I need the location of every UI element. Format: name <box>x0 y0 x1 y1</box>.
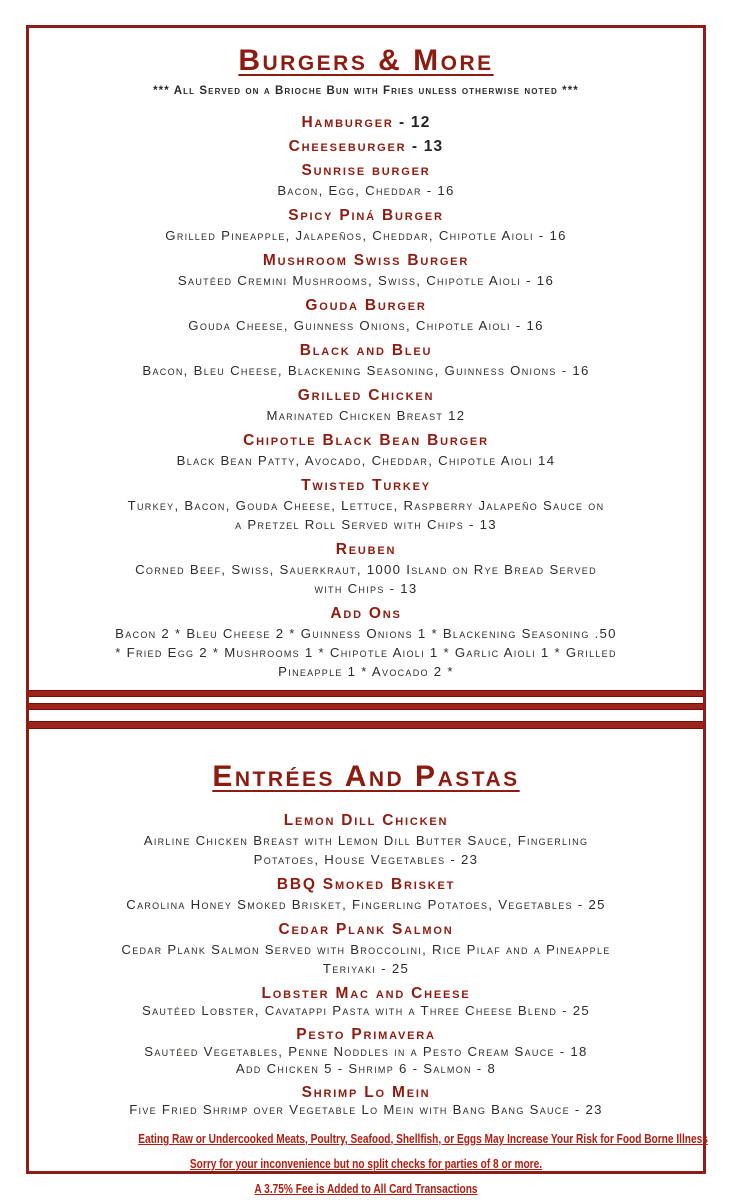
divider-bar <box>29 690 703 697</box>
item-name: Lemon Dill Chicken <box>283 812 449 829</box>
item-desc-line: Potatoes, House Vegetables - 23 <box>253 852 479 867</box>
item-desc-line: Sautéed Cremini Mushrooms, Swiss, Chipotle Aioli - 16 <box>177 272 555 288</box>
item-name: Twisted Turkey <box>301 476 431 494</box>
menu-item-chipotle-black-bean-burger <box>74 432 658 470</box>
section-entrees <box>29 729 708 1196</box>
item-desc-line: Corned Beef, Swiss, Sauerkraut, 1000 Island on Rye Bread Served <box>135 561 597 577</box>
disclaimer-line-card-fee: A 3.75% Fee is Added to All Card Transactions <box>254 1181 478 1196</box>
item-desc-line: * Fried Egg 2 * Mushrooms 1 * Chipotle Aioli 1 * Garlic Aioli 1 * Grilled <box>115 644 617 660</box>
item-desc-line: Marinated Chicken Breast 12 <box>266 407 466 423</box>
divider-bar <box>29 703 703 710</box>
item-desc-line: Grilled Pineapple, Jalapeños, Cheddar, Chipotle Aioli - 16 <box>165 227 567 243</box>
menu-item-cedar-plank-salmon <box>74 921 658 978</box>
item-desc-line: Sautéed Lobster, Cavatappi Pasta with a Three Cheese Blend - 25 <box>141 1003 591 1018</box>
menu-item-hamburger <box>74 114 658 131</box>
item-name: Cedar Plank Salmon <box>278 921 454 938</box>
section-title-entrees: Entrées And Pastas <box>212 759 520 793</box>
item-desc-line: Sautéed Vegetables, Penne Noddles in a Pesto Cream Sauce - 18 <box>144 1043 588 1059</box>
item-desc-line: Cedar Plank Salmon Served with Broccolini, Rice Pilaf and a Pineapple <box>121 942 611 957</box>
section-note: *** All Served on a Brioche Bun with Fries unless otherwise noted *** <box>153 84 579 97</box>
item-name: Spicy Piná Burger <box>288 206 444 224</box>
item-desc-line: Five Fried Shrimp over Vegetable Lo Mein with Bang Bang Sauce - 23 <box>129 1101 603 1117</box>
disclaimer-line-food-borne: Eating Raw or Undercooked Meats, Poultry, Seafood, Shellfish, or Eggs May Increase Your Risk for Food Borne Illness <box>138 1131 708 1146</box>
item-desc-line: Carolina Honey Smoked Brisket, Fingerling Potatoes, Vegetables - 25 <box>126 897 606 912</box>
item-desc-line: Add Chicken 5 - Shrimp 6 - Salmon - 8 <box>235 1061 497 1076</box>
menu-item-bbq-smoked-brisket <box>74 876 658 914</box>
disclaimer-line-split-checks: Sorry for your inconvenience but no split checks for parties of 8 or more. <box>189 1156 543 1171</box>
item-desc-line: a Pretzel Roll Served with Chips - 13 <box>235 516 497 532</box>
footer-disclaimers <box>74 1131 708 1196</box>
item-name: Gouda Burger <box>305 296 427 314</box>
section-burgers <box>29 28 703 681</box>
item-desc-line: Bacon, Egg, Cheddar - 16 <box>277 182 455 198</box>
item-name: Pesto Primavera <box>296 1025 436 1043</box>
menu-item-gouda-burger <box>74 297 658 335</box>
menu-item-black-and-bleu <box>74 342 658 380</box>
menu-item-reuben <box>74 541 658 598</box>
item-name: Chipotle Black Bean Burger <box>243 431 489 449</box>
item-name: Grilled Chicken <box>297 386 435 404</box>
item-desc-line: with Chips - 13 <box>314 580 418 596</box>
section-title-burgers: Burgers & More <box>238 44 494 77</box>
menu-item-add-ons <box>74 605 658 681</box>
menu-item-cheeseburger <box>74 138 658 155</box>
item-name: Cheeseburger - 13 <box>288 137 444 155</box>
item-desc-line: Airline Chicken Breast with Lemon Dill Butter Sauce, Fingerling <box>143 833 589 848</box>
item-name: Mushroom Swiss Burger <box>262 251 470 269</box>
item-name: Hamburger - 12 <box>301 113 431 131</box>
menu-item-grilled-chicken <box>74 387 658 425</box>
item-price: - 13 <box>411 137 444 155</box>
menu-item-shrimp-lo-mein <box>74 1084 658 1119</box>
menu-item-lobster-mac-and-cheese <box>74 985 658 1020</box>
item-desc-line: Pineapple 1 * Avocado 2 * <box>278 663 454 679</box>
item-name: BBQ Smoked Brisket <box>276 876 456 893</box>
divider-bar <box>29 721 703 729</box>
item-name: Shrimp Lo Mein <box>301 1083 431 1101</box>
menu-box <box>26 25 708 1196</box>
section-divider <box>29 690 703 729</box>
menu-item-twisted-turkey <box>74 477 658 534</box>
item-price: - 12 <box>399 113 431 131</box>
menu-item-mushroom-swiss-burger <box>74 252 658 290</box>
menu-item-pesto-primavera <box>74 1026 658 1078</box>
menu-item-lemon-dill-chicken <box>74 812 658 869</box>
item-name: Black and Bleu <box>299 341 433 359</box>
item-desc-line: Bacon, Bleu Cheese, Blackening Seasoning, Guinness Onions - 16 <box>142 362 590 378</box>
item-name: Lobster Mac and Cheese <box>261 985 471 1002</box>
item-name: Sunrise burger <box>301 161 431 179</box>
menu-item-sunrise-burger <box>74 162 658 200</box>
item-desc-line: Turkey, Bacon, Gouda Cheese, Lettuce, Raspberry Jalapeño Sauce on <box>127 497 605 513</box>
menu-item-spicy-pina-burger <box>74 207 658 245</box>
item-name: Add Ons <box>330 604 402 622</box>
item-desc-line: Black Bean Patty, Avocado, Cheddar, Chipotle Aioli 14 <box>176 452 556 468</box>
item-desc-line: Bacon 2 * Bleu Cheese 2 * Guinness Onions 1 * Blackening Seasoning .50 <box>115 625 617 641</box>
item-name: Reuben <box>335 540 397 558</box>
item-desc-line: Teriyaki - 25 <box>322 961 410 976</box>
item-desc-line: Gouda Cheese, Guinness Onions, Chipotle Aioli - 16 <box>188 317 544 333</box>
